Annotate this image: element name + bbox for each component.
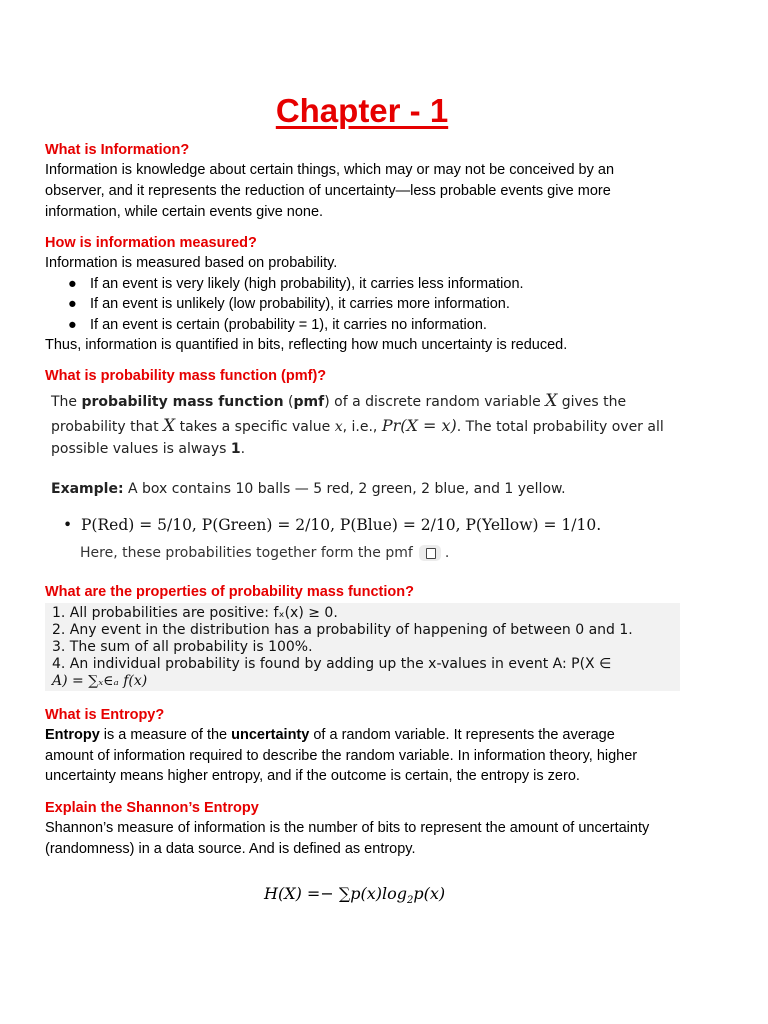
measured-outro: Thus, information is quantified in bits, reflecting how much uncertainty is reduced.: [45, 337, 568, 353]
heading-pmf: What is probability mass function (pmf)?: [45, 368, 327, 384]
page-title: Chapter - 1: [275, 92, 449, 129]
shannon-line-1: Shannon’s measure of information is the number of bits to represent the amount of uncertainty: [45, 820, 650, 836]
heading-measured: How is information measured?: [45, 235, 257, 251]
bullet-icon: ●: [68, 296, 77, 312]
entropy-line-3: uncertainty means higher entropy, and if the outcome is certain, the entropy is zero.: [45, 768, 580, 784]
measured-intro: Information is measured based on probability.: [45, 255, 338, 271]
property-item-4-cont: A) = ∑ₓ∈ₐ f(x): [52, 673, 148, 689]
pmf-definition-line-3: possible values is always 1.: [51, 441, 246, 457]
shannon-line-2: (randomness) in a data source. And is defined as entropy.: [45, 841, 416, 857]
bullet-icon: ●: [68, 317, 77, 333]
pmf-example: Example: A box contains 10 balls — 5 red, 2 green, 2 blue, and 1 yellow.: [51, 481, 566, 497]
bullet-icon: ●: [68, 276, 77, 292]
bullet-icon: •: [63, 516, 73, 534]
entropy-formula: $H(X) =- \sum p(x)\log_2p(x)$: [264, 884, 446, 907]
document-page: Chapter - 1 What is Information? Information is knowledge about certain things, which may or may not be conceived by an observer, and it represents the reduction of uncertainty—less probable events give more information, while certain events give none. How is information measured? Information is measured based on probability. ● If an event is very likely (high probability), it carries less information. ● If an event is unlikely (low probability), it carries more information. ● If an event is certain (probability = 1), it carries no information. Thus, information is quantified in bits, reflecting how much uncertainty is reduced. What is probability mass function (pmf)? The probability mass function (pmf) of a discrete random variable X gives the probability that X takes a specific value x, i.e., Pr(X = x). The total probability over all possible values is always 1. Example: A box contains 10 balls — 5 red, 2 green, 2 blue, and 1 yellow. • P(Red) = 5/10, P(Green) = 2/10, P(Blue) = 2/10, P(Yellow) = 1/10. Here, these probabilities together form the pmf . What are the properties of probability mass function? 1. All probabilities are positive: fₓ(x) ≥ 0. 2. Any event in the distribution has a probability of happening of between 0 and 1. 3. The sum of all probability is 100%. 4. An individual probability is found by adding up the x-values in event A: P(X ∈ A) = ∑ₓ∈ₐ f(x) What is Entropy? Entropy is a measure of the uncertainty of a random variable. It represents the average amount of information required to describe the random variable. In information theory, higher uncertainty means higher entropy, and if the outcome is certain, the entropy is zero. Explain the Shannon’s Entropy Shannon’s measure of information is the number of bits to represent the amount of uncertainty (randomness) in a data source. And is defined as entropy. $H(X) =- \sum p(x)\log_2p(x)$: [0, 0, 768, 1024]
information-line-1: Information is knowledge about certain things, which may or may not be conceived by an: [45, 162, 615, 178]
heading-properties: What are the properties of probability mass function?: [45, 584, 414, 600]
heading-shannon: Explain the Shannon’s Entropy: [45, 800, 259, 816]
heading-entropy: What is Entropy?: [45, 707, 165, 723]
pmf-definition-line-1: The probability mass function (pmf) of a discrete random variable X gives the: [51, 391, 627, 411]
pmf-here-line: Here, these probabilities together form the pmf .: [80, 545, 450, 561]
pmf-definition-line-2: probability that X takes a specific value x, i.e., Pr(X = x). The total probability over all: [51, 416, 664, 436]
information-line-3: information, while certain events give none.: [45, 204, 324, 220]
copy-icon[interactable]: [419, 545, 441, 561]
entropy-line-2: amount of information required to describe the random variable. In information theory, higher: [45, 748, 638, 764]
property-item-1: 1. All probabilities are positive: fₓ(x) ≥ 0.: [52, 605, 338, 621]
list-item: ● If an event is certain (probability = 1), it carries no information.: [68, 317, 487, 333]
heading-information: What is Information?: [45, 142, 190, 158]
property-item-2: 2. Any event in the distribution has a probability of happening of between 0 and 1.: [52, 622, 633, 638]
entropy-line-1: Entropy is a measure of the uncertainty of a random variable. It represents the average: [45, 727, 615, 743]
property-item-4: 4. An individual probability is found by adding up the x-values in event A: P(X ∈: [52, 656, 612, 672]
information-line-2: observer, and it represents the reduction of uncertainty—less probable events give more: [45, 183, 611, 199]
property-item-3: 3. The sum of all probability is 100%.: [52, 639, 313, 655]
list-item: ● If an event is very likely (high probability), it carries less information.: [68, 276, 524, 292]
list-item: ● If an event is unlikely (low probability), it carries more information.: [68, 296, 510, 312]
